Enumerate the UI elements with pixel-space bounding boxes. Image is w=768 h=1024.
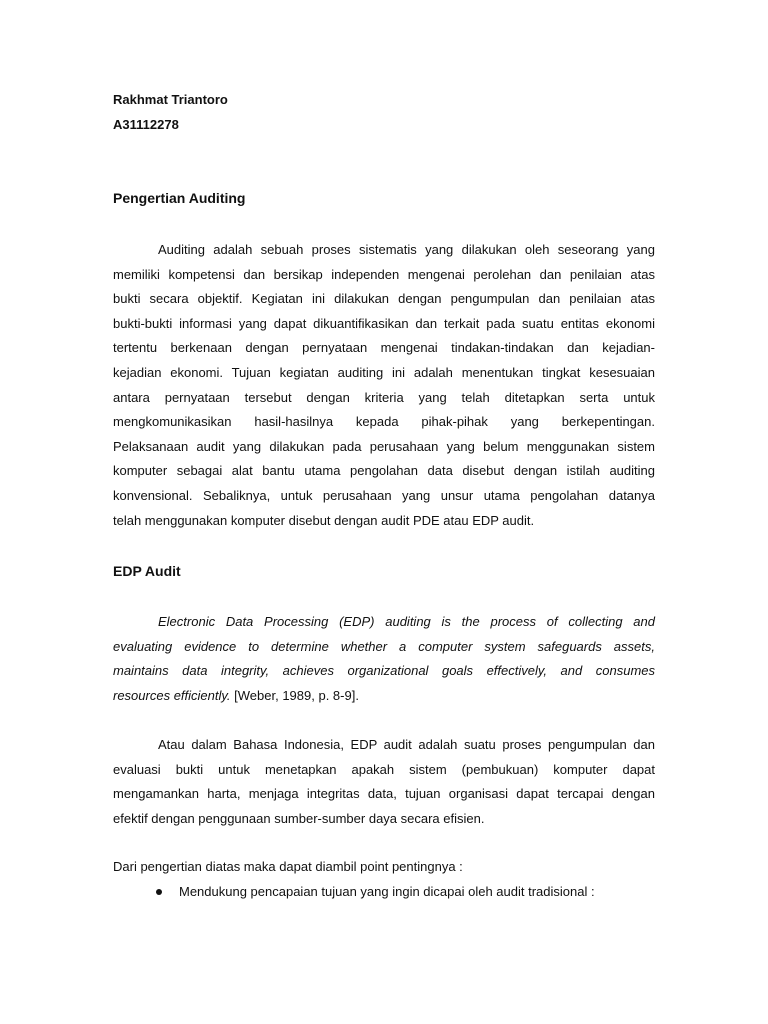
paragraph-line: mengamankan harta, menjaga integritas data, tujuan organisasi dapat tercapai dengan bbox=[113, 786, 655, 802]
paragraph-line: bukti secara objektif. Kegiatan ini dilakukan dengan pengumpulan dan penilaian atas bbox=[113, 291, 655, 307]
section-heading-edp-audit: EDP Audit bbox=[113, 563, 181, 579]
paragraph-line: maintains data integrity, achieves organizational goals effectively, and consumes bbox=[113, 663, 655, 679]
summary-intro: Dari pengertian diatas maka dapat diambil point pentingnya : bbox=[113, 859, 463, 874]
paragraph-line: Atau dalam Bahasa Indonesia, EDP audit adalah suatu proses pengumpulan dan bbox=[158, 737, 655, 752]
list-item bbox=[156, 880, 595, 905]
paragraph-line: antara pernyataan tersebut dengan kriteria yang telah ditetapkan serta untuk bbox=[113, 389, 655, 405]
paragraph-line-last bbox=[113, 684, 655, 709]
paragraph-line: bukti-bukti informasi yang dapat dikuantifikasikan dan terkait pada suatu entitas ekonomi bbox=[113, 315, 655, 331]
paragraph-line: Auditing adalah sebuah proses sistematis yang dilakukan oleh seseorang yang bbox=[158, 242, 655, 257]
paragraph-pengertian-auditing bbox=[113, 238, 655, 533]
paragraph-line: Electronic Data Processing (EDP) auditing is the process of collecting and bbox=[158, 614, 655, 629]
paragraph-line: telah menggunakan komputer disebut dengan audit PDE atau EDP audit. bbox=[113, 512, 535, 528]
paragraph-line: Pelaksanaan audit yang dilakukan pada perusahaan yang belum menggunakan sistem bbox=[113, 438, 655, 454]
author-id: A31112278 bbox=[113, 117, 179, 132]
paragraph-line: kejadian ekonomi. Tujuan kegiatan auditing ini adalah menentukan tingkat kesesuaian bbox=[113, 364, 655, 380]
author-name: Rakhmat Triantoro bbox=[113, 92, 228, 107]
paragraph-line: evaluasi bukti untuk menetapkan apakah sistem (pembukuan) komputer dapat bbox=[113, 761, 655, 777]
definition-end-text: resources efficiently. bbox=[113, 687, 231, 703]
paragraph-line: efektif dengan penggunaan sumber-sumber daya secara efisien. bbox=[113, 810, 485, 826]
paragraph-edp-translation bbox=[113, 733, 655, 831]
bullet-icon bbox=[156, 889, 162, 895]
paragraph-line: mengkomunikasikan hasil-hasilnya kepada pihak-pihak yang berkepentingan. bbox=[113, 414, 655, 430]
paragraph-edp-definition bbox=[113, 610, 655, 708]
paragraph-line: konvensional. Sebaliknya, untuk perusahaan yang unsur utama pengolahan datanya bbox=[113, 487, 655, 503]
paragraph-line: komputer sebagai alat bantu utama pengolahan data disebut dengan istilah auditing bbox=[113, 463, 655, 479]
bullet-text: Mendukung pencapaian tujuan yang ingin dicapai oleh audit tradisional : bbox=[179, 884, 595, 899]
paragraph-line: tertentu berkenaan dengan pernyataan mengenai tindakan-tindakan dan kejadian- bbox=[113, 340, 655, 356]
paragraph-line: evaluating evidence to determine whether a computer system safeguards assets, bbox=[113, 638, 655, 654]
citation: [Weber, 1989, p. 8-9]. bbox=[230, 687, 359, 703]
paragraph-line: memiliki kompetensi dan bersikap independen mengenai perolehan dan penilaian atas bbox=[113, 266, 655, 282]
section-heading-pengertian-auditing: Pengertian Auditing bbox=[113, 190, 246, 206]
